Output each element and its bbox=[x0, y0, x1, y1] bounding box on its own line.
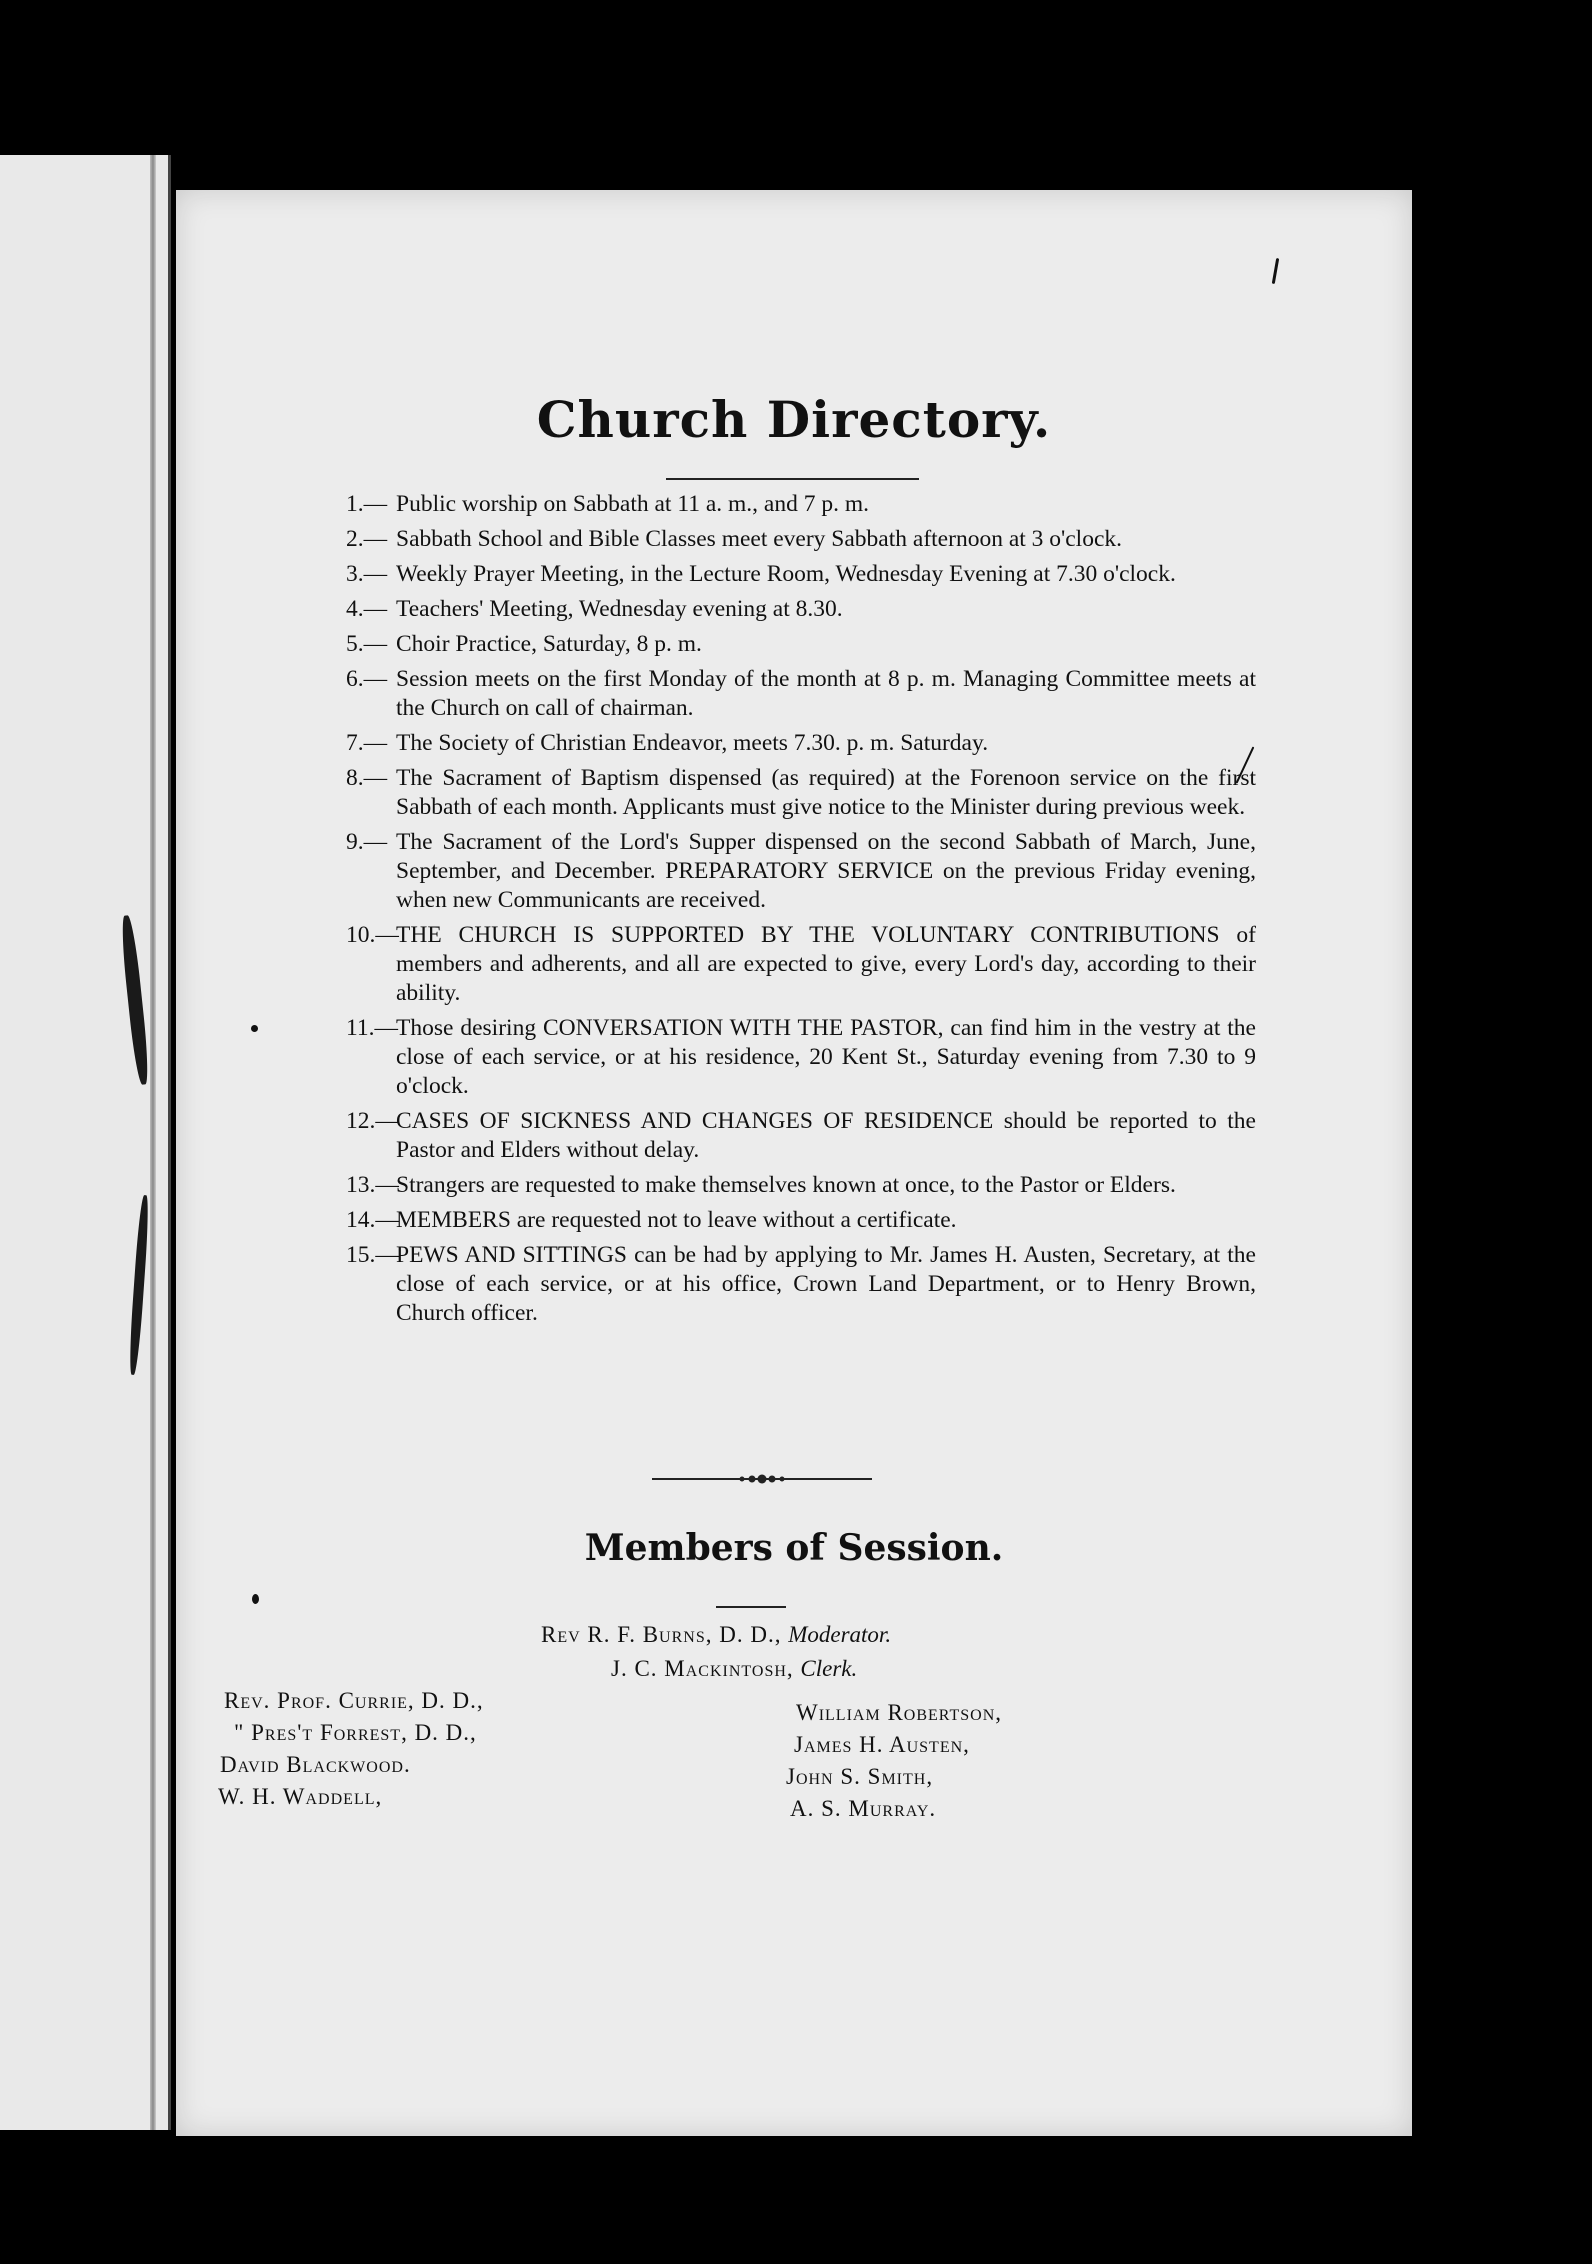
clerk-role: Clerk. bbox=[800, 1656, 858, 1681]
item-number: 15.— bbox=[346, 1242, 399, 1268]
list-item bbox=[346, 828, 1256, 915]
session-heading: Members of Session. bbox=[584, 1527, 1004, 1569]
item-number: 8.— bbox=[346, 765, 388, 791]
member-name: William Robertson, bbox=[796, 1700, 1003, 1725]
list-item bbox=[346, 1014, 1256, 1101]
list-item bbox=[346, 1206, 1256, 1235]
item-text: THE CHURCH IS SUPPORTED BY THE VOLUNTARY CONTRIBUTIONS of members and adherents, and all are expected to give, every Lord's day, according to their ability. bbox=[396, 922, 1256, 1006]
item-text: Weekly Prayer Meeting, in the Lecture Room, Wednesday Evening at 7.30 o'clock. bbox=[396, 561, 1176, 587]
ink-streak bbox=[128, 1195, 151, 1375]
item-number: 6.— bbox=[346, 666, 388, 692]
list-item bbox=[346, 525, 1256, 554]
title-divider bbox=[666, 478, 919, 480]
item-number: 1.— bbox=[346, 491, 388, 517]
item-text: Choir Practice, Saturday, 8 p. m. bbox=[396, 631, 702, 657]
list-item bbox=[346, 560, 1256, 589]
item-number: 2.— bbox=[346, 526, 388, 552]
item-number: 11.— bbox=[346, 1015, 399, 1041]
item-number: 3.— bbox=[346, 561, 388, 587]
list-item bbox=[346, 729, 1256, 758]
member-name: James H. Austen, bbox=[794, 1732, 970, 1757]
item-number: 13.— bbox=[346, 1172, 399, 1198]
item-text: Those desiring CONVERSATION WITH THE PASTOR, can find him in the vestry at the close of each service, or at his residence, 20 Kent St., Saturday evening from 7.30 to 9 o'clock. bbox=[396, 1015, 1256, 1099]
item-number: 14.— bbox=[346, 1207, 399, 1233]
list-item bbox=[346, 595, 1256, 624]
moderator-line bbox=[541, 1622, 891, 1648]
ink-streak bbox=[119, 915, 151, 1086]
member-name: John S. Smith, bbox=[786, 1764, 934, 1789]
moderator-role: Moderator. bbox=[788, 1622, 892, 1647]
list-item bbox=[346, 921, 1256, 1008]
item-number: 10.— bbox=[346, 922, 399, 948]
item-text: Strangers are requested to make themselves known at once, to the Pastor or Elders. bbox=[396, 1172, 1176, 1198]
directory-list bbox=[346, 490, 1256, 1334]
ornamental-divider bbox=[652, 1472, 872, 1486]
item-text: The Society of Christian Endeavor, meets 7.30. p. m. Saturday. bbox=[396, 730, 989, 756]
clerk-name: J. C. Mackintosh, bbox=[611, 1656, 794, 1681]
page-title: Church Directory. bbox=[536, 390, 1052, 449]
item-text: The Sacrament of the Lord's Supper dispensed on the second Sabbath of March, June, September, and December. PREPARATORY SERVICE on the previous Friday evening, when new Communicants are received. bbox=[396, 829, 1256, 913]
ink-speck bbox=[252, 1594, 259, 1604]
directory-page bbox=[176, 190, 1412, 2136]
item-number: 9.— bbox=[346, 829, 388, 855]
item-text: Teachers' Meeting, Wednesday evening at 8.30. bbox=[396, 596, 843, 622]
item-text: MEMBERS are requested not to leave without a certificate. bbox=[396, 1207, 957, 1233]
facing-page-edge bbox=[0, 155, 171, 2130]
list-item bbox=[346, 764, 1256, 822]
item-text: The Sacrament of Baptism dispensed (as required) at the Forenoon service on the first Sabbath of each month. Applicants must give notice to the Minister during previous week. bbox=[396, 765, 1256, 820]
item-number: 7.— bbox=[346, 730, 388, 756]
list-item bbox=[346, 490, 1256, 519]
list-item bbox=[346, 1241, 1256, 1328]
item-text: Session meets on the first Monday of the month at 8 p. m. Managing Committee meets at the Church on call of chairman. bbox=[396, 666, 1256, 721]
member-name: David Blackwood. bbox=[220, 1752, 411, 1777]
moderator-name: Rev R. F. Burns, D. D., bbox=[541, 1622, 782, 1647]
clerk-line bbox=[611, 1656, 857, 1682]
member-name: W. H. Waddell, bbox=[218, 1784, 383, 1809]
item-text: Public worship on Sabbath at 11 a. m., and 7 p. m. bbox=[396, 491, 869, 517]
item-text: Sabbath School and Bible Classes meet every Sabbath afternoon at 3 o'clock. bbox=[396, 526, 1123, 552]
page-crease bbox=[150, 155, 156, 2130]
list-item bbox=[346, 665, 1256, 723]
member-name: A. S. Murray. bbox=[790, 1796, 937, 1821]
item-number: 12.— bbox=[346, 1108, 399, 1134]
item-number: 5.— bbox=[346, 631, 388, 657]
ink-speck bbox=[251, 1025, 258, 1032]
item-text: CASES OF SICKNESS AND CHANGES OF RESIDENCE should be reported to the Pastor and Elders without delay. bbox=[396, 1108, 1256, 1163]
list-item bbox=[346, 1171, 1256, 1200]
member-name: " Pres't Forrest, D. D., bbox=[234, 1720, 477, 1745]
list-item bbox=[346, 630, 1256, 659]
item-number: 4.— bbox=[346, 596, 388, 622]
item-text: PEWS AND SITTINGS can be had by applying to Mr. James H. Austen, Secretary, at the close of each service, or at his office, Crown Land Department, or to Henry Brown, Church officer. bbox=[396, 1242, 1256, 1326]
session-divider bbox=[716, 1606, 786, 1608]
list-item bbox=[346, 1107, 1256, 1165]
member-name: Rev. Prof. Currie, D. D., bbox=[224, 1688, 484, 1713]
ink-speck bbox=[1272, 258, 1279, 284]
